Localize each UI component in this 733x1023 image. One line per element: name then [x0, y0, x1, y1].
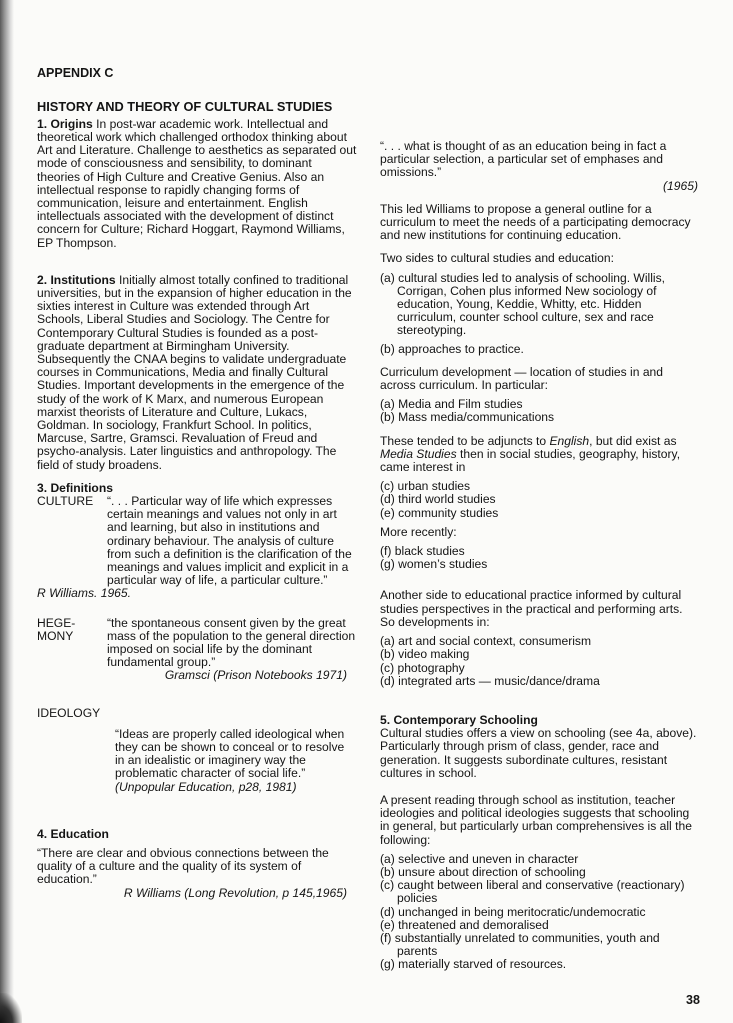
section-education: [37, 828, 357, 900]
recent-list: [380, 545, 698, 571]
list-item: (d) third world studies: [380, 492, 496, 507]
definition-term: HEGE- MONY: [37, 615, 76, 643]
definition-quote: “the spontaneous consent given by the great mass of the population to the general direction imposed on social life by the dominant fundamental group.”: [107, 615, 356, 670]
list-item: (a) art and social context, consumerism: [380, 634, 592, 649]
education-quote-2: “. . . what is thought of as an education being in fact a particular selection, a particular set of emphases and omissions.”: [380, 139, 667, 180]
more-recently: More recently:: [380, 524, 457, 539]
text-run: then in social studies, geography, history, came interest in: [380, 446, 681, 475]
list-item: (b) unsure about direction of schooling: [380, 864, 586, 879]
list-item: (e) threatened and demoralised: [380, 917, 549, 932]
appendix-label: APPENDIX C: [37, 66, 114, 80]
emphasis-english: English: [549, 433, 590, 448]
curriculum-list: [380, 398, 698, 424]
williams-outline: This led Williams to propose a general outline for a curriculum to meet the needs of a participating democracy and new institutions for continuing education.: [380, 201, 691, 243]
definition-term: IDEOLOGY: [37, 705, 101, 720]
section-definitions: [37, 482, 357, 794]
right-column: [380, 140, 698, 972]
list-item: (e) community studies: [380, 505, 499, 520]
list-item: (b) approaches to practice.: [380, 341, 524, 356]
definition-quote: “. . . Particular way of life which expresses certain meanings and values not only in art and learning, but also in institutions and ordinary behaviour. The analysis of culture from such a definition is the clarification of the meanings and values implicit and explicit in a particular way of life, a particular culture.”: [107, 493, 352, 588]
text-run: , but did exist as: [589, 433, 677, 448]
curriculum-intro: Curriculum development — location of studies in and across curriculum. In particular:: [380, 364, 664, 393]
list-item: (f) substantially unrelated to communities, youth and parents: [380, 930, 660, 959]
arts-intro: Another side to educational practice informed by cultural studies perspectives in the practical and performing arts. So developments in:: [380, 588, 683, 629]
section-heading: 1. Origins: [37, 116, 93, 131]
list-item: (f) black studies: [380, 544, 465, 559]
list-item: (c) urban studies: [380, 479, 471, 494]
section-heading: 2. Institutions: [37, 272, 116, 287]
list-item: (g) materially starved of resources.: [380, 957, 567, 972]
page-number: 38: [686, 993, 700, 1007]
definition-attribution: (Unpopular Education, p28, 1981): [115, 779, 297, 794]
schooling-list: [380, 853, 698, 972]
education-attribution: R Williams (Long Revolution, p 145,1965): [123, 885, 347, 900]
definition-hegemony: [37, 617, 357, 683]
section-institutions: [37, 274, 357, 472]
list-item: (g) women’s studies: [380, 557, 488, 572]
definition-ideology: [37, 707, 357, 794]
two-sides-list: [380, 272, 698, 356]
education-quote: “There are clear and obvious connections between the quality of a culture and the quality of its system of education.”: [37, 846, 329, 887]
list-item: (c) photography: [380, 660, 465, 675]
two-sides-intro: Two sides to cultural studies and education:: [380, 251, 614, 266]
definition-term: CULTURE: [37, 493, 94, 508]
left-column: [37, 67, 357, 900]
page-corner-shadow: [0, 993, 22, 1023]
definition-culture: [37, 495, 357, 587]
list-item: (b) video making: [380, 647, 470, 662]
section-heading: 3. Definitions: [37, 480, 113, 495]
section-text: Initially almost totally confined to traditional universities, but in the expansion of higher education in the sixties interest in Culture was extended through Art Schools, Liberal Studies and Sociology. The Centre for Contemporary Cultural Studies is founded as a post-graduate department at Birmingham University. Subsequently the CNAA begins to validate undergraduate courses in Communications, Media and finally Cultural Studies. Important developments in the emergence of the study of the work of K Marx, and numerous European marxist theorists of Literature and Culture, Lukacs, Goldman. In sociology, Frankfurt School. In politics, Marcuse, Sartre, Gramsci. Revaluation of Freud and psycho-analysis. Later linguistics and anthropology. The field of study broadens.: [37, 272, 352, 472]
list-item: (d) unchanged in being meritocratic/undemocratic: [380, 904, 646, 919]
page-title: HISTORY AND THEORY OF CULTURAL STUDIES: [37, 99, 333, 115]
arts-list: [380, 635, 698, 688]
section-heading: 4. Education: [37, 826, 109, 841]
education-quote-2-year: (1965): [663, 178, 698, 193]
definition-attribution: R Williams. 1965.: [37, 586, 131, 601]
page-edge-shadow: [0, 0, 14, 1023]
list-item: (d) integrated arts — music/dance/drama: [380, 673, 600, 688]
interest-list: [380, 480, 698, 520]
section-text: In post-war academic work. Intellectual and theoretical work which challenged orthodox thinking about Art and Literature. Challenge to aesthetics as separated out mode of consciousness and sensibility, to dominant theories of High Culture and Creative Genius. Also an intellectual response to rapidly changing forms of communication, leisure and entertainment. English intellectuals associated with the development of distinct concern for Culture; Richard Hoggart, Raymond Williams, EP Thompson.: [37, 116, 357, 250]
list-item: (a) cultural studies led to analysis of schooling. Willis, Corrigan, Cohen plus informed New sociology of education, Young, Keddie, Whitty, etc. Hidden curriculum, counter school culture, sex and race stereotyping.: [380, 270, 665, 338]
section-heading: 5. Contemporary Schooling: [380, 712, 538, 727]
emphasis-media-studies: Media Studies: [380, 446, 457, 461]
definition-attribution: Gramsci (Prison Notebooks 1971): [164, 668, 347, 683]
list-item: (b) Mass media/communications: [380, 410, 555, 425]
list-item: (a) selective and uneven in character: [380, 851, 579, 866]
section-origins: [37, 118, 357, 250]
section-text: Cultural studies offers a view on schooling (see 4a, above). Particularly through prism of class, gender, race and generation. It suggests subordinate cultures, resistant cultures in school.: [380, 726, 697, 780]
adjuncts-paragraph: [380, 435, 698, 475]
section-schooling: [380, 714, 698, 972]
text-run: These tended to be adjuncts to: [380, 433, 550, 448]
definition-quote: “Ideas are properly called ideological when they can be shown to conceal or to resolve in an idealistic or imaginery way the problematic character of social life.”: [115, 726, 345, 781]
schooling-reading: A present reading through school as institution, teacher ideologies and political ideologies suggests that schooling in general, but particularly urban comprehensives is all the following:: [380, 792, 692, 847]
list-item: (c) caught between liberal and conservative (reactionary) policies: [380, 878, 685, 906]
list-item: (a) Media and Film studies: [380, 397, 523, 412]
